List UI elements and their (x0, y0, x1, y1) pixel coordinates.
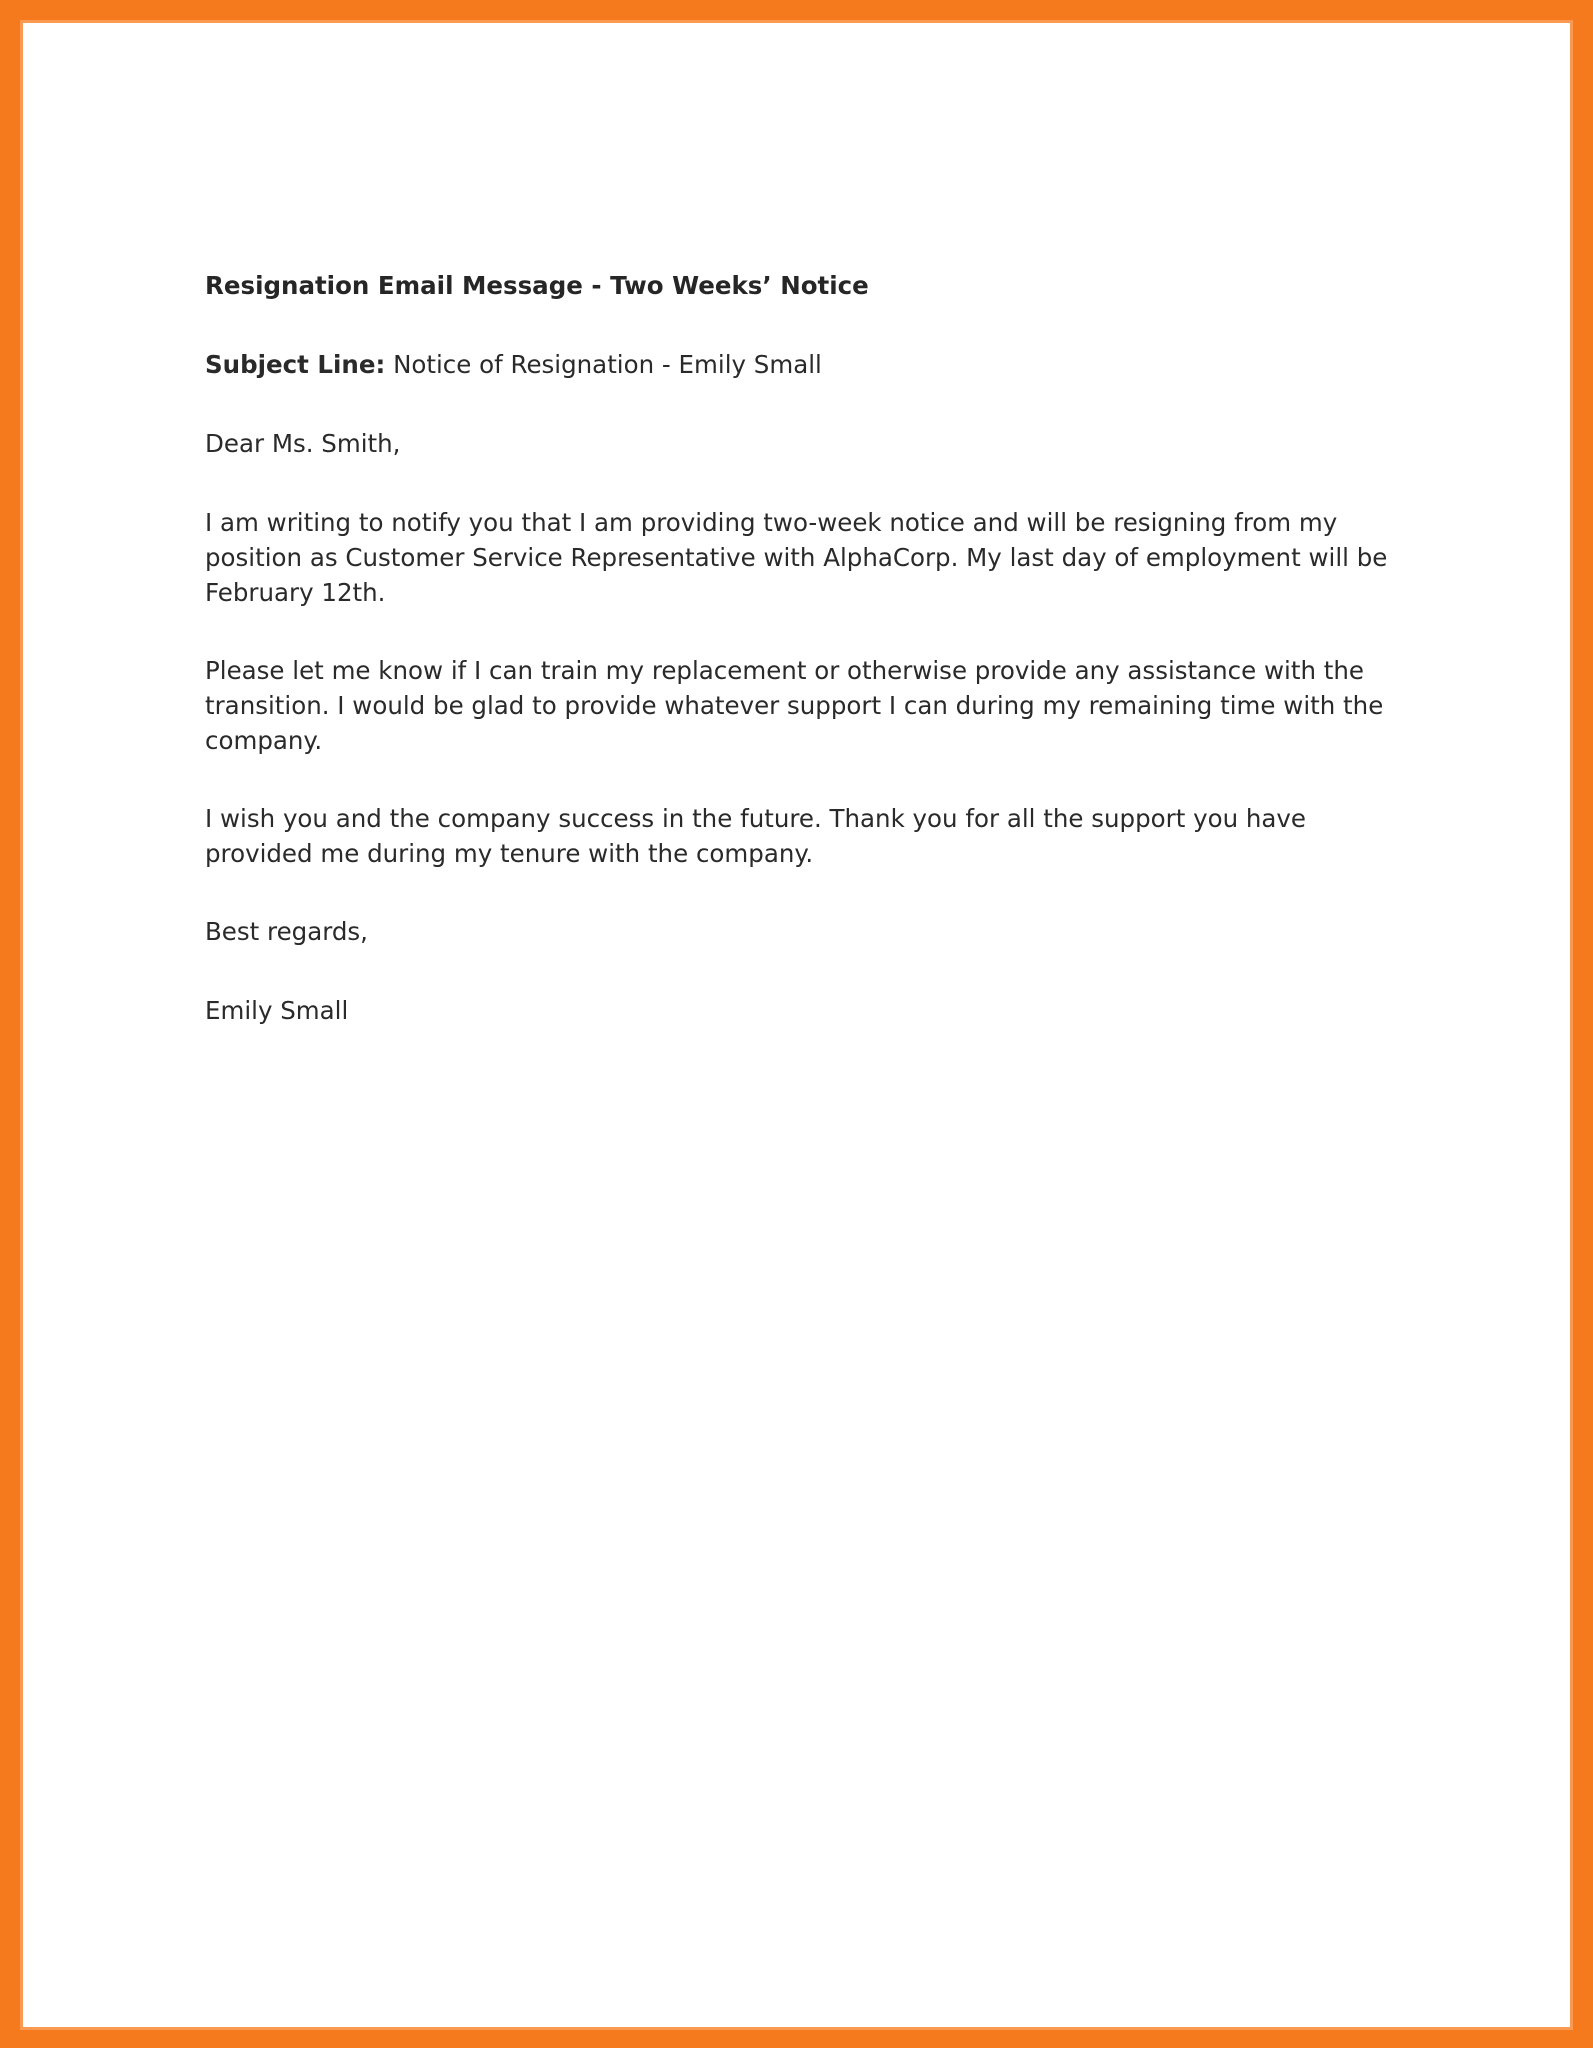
letter-title: Resignation Email Message - Two Weeks’ Notice (205, 271, 869, 300)
letter-body (205, 268, 1455, 1072)
paragraph-transition: Please let me know if I can train my replacement or otherwise provide any assistance with the transition. I would be glad to provide whatever support I can during my remaining time with the company. (205, 656, 1384, 755)
subject-line (205, 347, 1455, 382)
subject-label: Subject Line: (205, 350, 386, 379)
salutation: Dear Ms. Smith, (205, 429, 401, 458)
closing: Best regards, (205, 917, 368, 946)
paragraph-thanks: I wish you and the company success in the future. Thank you for all the support you have provided me during my tenure with the company. (205, 804, 1307, 868)
subject-value: Notice of Resignation - Emily Small (385, 350, 822, 379)
paragraph-notice: I am writing to notify you that I am providing two-week notice and will be resigning from my position as Customer Service Representative with AlphaCorp. My last day of employment will be February 12th. (205, 508, 1388, 607)
signature: Emily Small (205, 996, 349, 1025)
